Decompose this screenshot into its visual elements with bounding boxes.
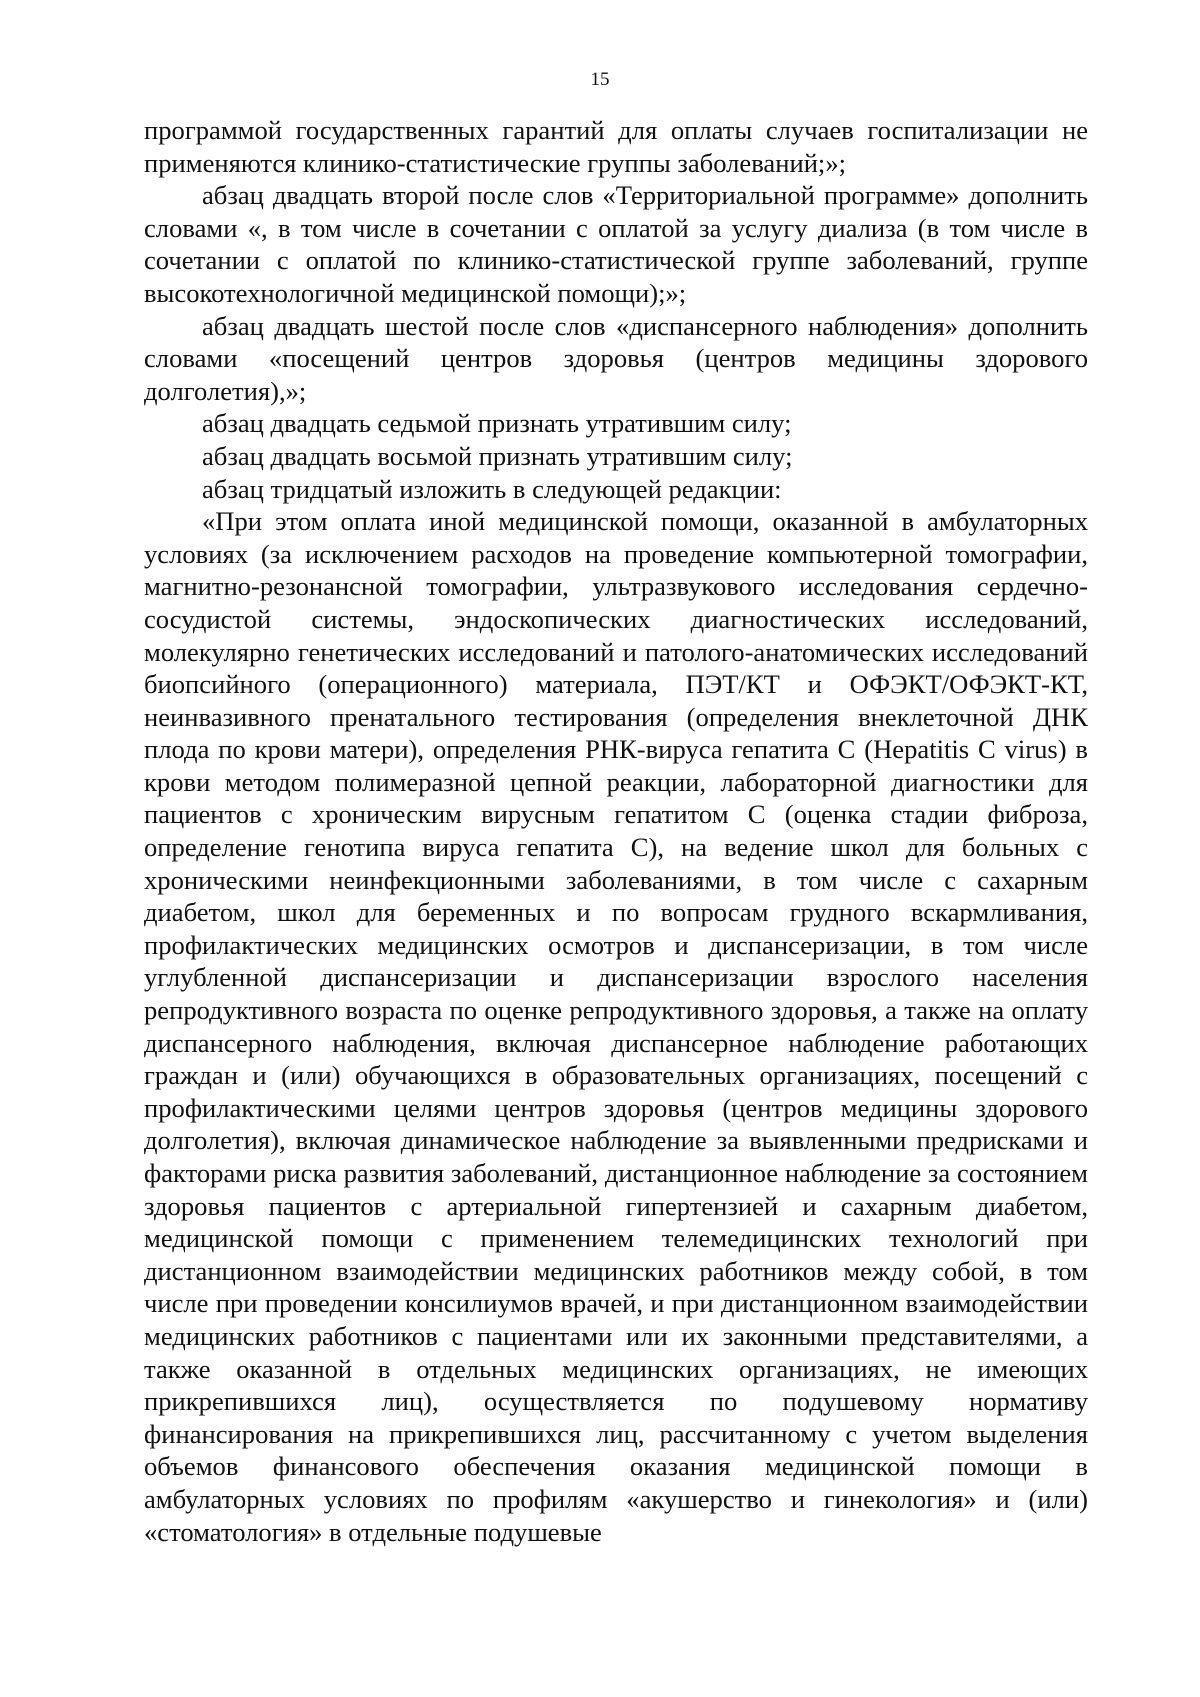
paragraph-amendment-26: абзац двадцать шестой после слов «диспансерного наблюдения» дополнить словами «посещений центров здоровья (центров медицины здорового долголетия),»; <box>144 310 1088 406</box>
document-body <box>144 114 1088 1548</box>
paragraph-amendment-30: абзац тридцатый изложить в следующей редакции: <box>202 473 782 504</box>
paragraph-amendment-22: абзац двадцать второй после слов «Территориальной программе» дополнить словами «, в том числе в сочетании с оплатой за услугу диализа (в том числе в сочетании с оплатой по клинико-статистической группе заболеваний, группе высокотехнологичной медицинской помощи);»; <box>144 180 1088 308</box>
paragraph-amendment-28: абзац двадцать восьмой признать утратившим силу; <box>202 440 793 471</box>
paragraph-amendment-27: абзац двадцать седьмой признать утратившим силу; <box>202 408 792 439</box>
paragraph-new-wording: «При этом оплата иной медицинской помощи, оказанной в амбулаторных условиях (за исключением расходов на проведение компьютерной томографии, магнитно-резонансной томографии, ультразвукового исследования сердечно-сосудистой системы, эндоскопических диагностических исследований, молекулярно генетических исследований и патолого-анатомических исследований биопсийного (операционного) материала, ПЭТ/КТ и ОФЭКТ/ОФЭКТ-КТ, неинвазивного пренатального тестирования (определения внеклеточной ДНК плода по крови матери), определения РНК-вируса гепатита С (Hepatitis C virus) в крови методом полимеразной цепной реакции, лабораторной диагностики для пациентов с хроническим вирусным гепатитом С (оценка стадии фиброза, определение генотипа вируса гепатита С), на ведение школ для больных с хроническими неинфекционными заболеваниями, в том числе с сахарным диабетом, школ для беременных и по вопросам грудного вскармливания, профилактических медицинских осмотров и диспансеризации, в том числе углубленной диспансеризации и диспансеризации взрослого населения репродуктивного возраста по оценке репродуктивного здоровья, а также на оплату диспансерного наблюдения, включая диспансерное наблюдение работающих граждан и (или) обучающихся в образовательных организациях, посещений с профилактическими целями центров здоровья (центров медицины здорового долголетия), включая динамическое наблюдение за выявленными предрисками и факторами риска развития заболеваний, дистанционное наблюдение за состоянием здоровья пациентов с артериальной гипертензией и сахарным диабетом, медицинской помощи с применением телемедицинских технологий при дистанционном взаимодействии медицинских работников между собой, в том числе при проведении консилиумов врачей, и при дистанционном взаимодействии медицинских работников с пациентами или их законными представителями, а также оказанной в отдельных медицинских организациях, не имеющих прикрепившихся лиц), осуществляется по подушевому нормативу финансирования на прикрепившихся лиц, рассчитанному с учетом выделения объемов финансового обеспечения оказания медицинской помощи в амбулаторных условиях по профилям «акушерство и гинекология» и (или) «стоматология» в отдельные подушевые <box>144 506 1088 1547</box>
page-number: 15 <box>590 69 610 90</box>
paragraph-continuation: программой государственных гарантий для оплаты случаев госпитализации не применяются клинико-статистические группы заболеваний;»; <box>144 115 1088 178</box>
